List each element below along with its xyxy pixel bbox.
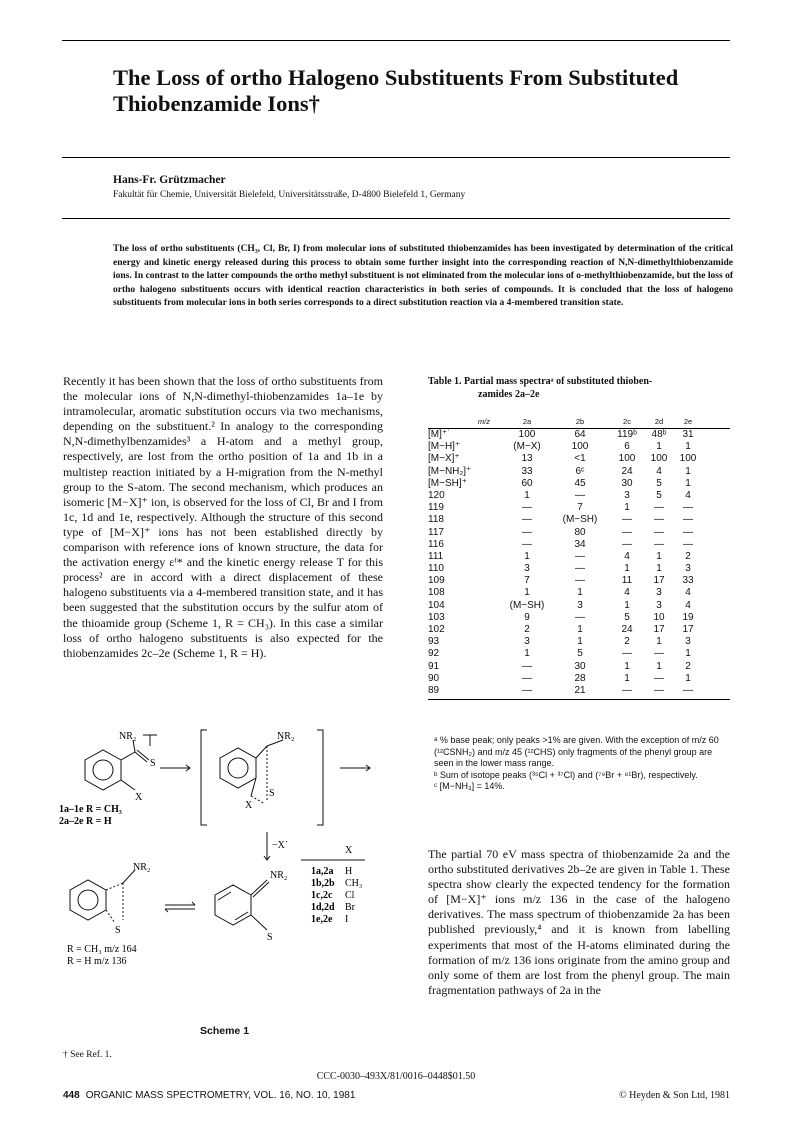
table-row: [428, 648, 730, 660]
table-cell: 117: [428, 526, 444, 538]
table-cell: 1: [685, 465, 691, 477]
table-cell: 1: [685, 441, 691, 453]
abstract: The loss of ortho substituents (CH₃, Cl, Br, I) from molecular ions of substituted thiobenzamides has been investigated by determination of the critical energy and kinetic energy released during this process to obtain some further insight into the corresponding reaction of N,N-dimethylthiobenzamide ions. In contrast to the latter compounds the ortho methyl substituent is not eliminated from the molecular ions of o-methylthiobenzamide, but the loss of ortho halogeno substituents occurs with identical reaction characteristics in both series of compounds. It is concluded that the loss of halogeno substituents from molecular ions in both series corresponds to a direct substitution reaction via a 4-membered transition state.: [113, 244, 733, 309]
bond-c-ring-1: [121, 752, 135, 760]
benzene-ring-3: [70, 880, 106, 920]
table-cell: —: [683, 502, 693, 514]
table-cell: 4: [685, 599, 691, 611]
aromatic-circle-1: [93, 760, 113, 780]
table-cell: 6: [624, 441, 630, 453]
table-cell: 119ᵇ: [617, 429, 637, 440]
table-cell: 92: [428, 648, 440, 660]
legend-compound-1: 1b,2b: [311, 878, 335, 889]
table-cell: 3: [524, 563, 530, 575]
top-rule: [62, 40, 730, 41]
table-caption-line2: zamides 2a–2e: [478, 389, 540, 400]
table-cell: (M−SH): [562, 514, 598, 526]
table-cell: 3: [624, 489, 630, 501]
table-cell: 116: [428, 538, 444, 550]
table-cell: 1: [624, 563, 630, 575]
table-cell: 30: [574, 660, 586, 672]
table-cell: 19: [682, 611, 694, 623]
table-cell: 1: [524, 550, 530, 562]
scheme-product-2: R = H m/z 136: [67, 956, 127, 967]
table-footnotes: [428, 735, 728, 793]
table-cell: 1: [685, 648, 691, 660]
table-cell: [M−H]⁺: [428, 441, 461, 453]
legend-x-2: Cl: [345, 890, 355, 901]
table-bottom-rule: [428, 699, 730, 700]
table-cell: 3: [656, 587, 662, 599]
table-cell: 1: [624, 599, 630, 611]
table-cell: 1: [577, 587, 583, 599]
table-cell: 100: [518, 429, 536, 440]
table-cell: 5: [624, 611, 630, 623]
table-cell: 90: [428, 672, 440, 684]
table-cell: 91: [428, 660, 440, 672]
table-cell: 1: [656, 441, 662, 453]
table-cell: 31: [682, 429, 694, 440]
header-2b: 2b: [575, 417, 585, 426]
table-cell: —: [522, 672, 532, 684]
page-number: 448: [63, 1090, 80, 1101]
table-cell: —: [522, 684, 532, 696]
bracket-right: [317, 730, 323, 825]
scheme-x-2: X: [245, 800, 253, 811]
table-cell: 100: [679, 453, 697, 465]
table-cell: 24: [621, 624, 633, 635]
table-cell: —: [522, 660, 532, 672]
table-row: [428, 514, 730, 526]
affiliation: Fakultät für Chemie, Universität Bielefeld, Universitätsstraße, D-4800 Bielefeld 1, Germany: [113, 190, 466, 200]
table-cell: 1: [656, 660, 662, 672]
table-cell: 7: [524, 575, 530, 587]
table-row: [428, 466, 730, 478]
table-body: [428, 429, 730, 697]
table-cell: 5: [656, 477, 662, 489]
table-cell: —: [622, 538, 632, 550]
table-row: [428, 502, 730, 514]
ring-4: [215, 885, 251, 925]
table-row: [428, 673, 730, 685]
table-row: [428, 551, 730, 563]
table-row: [428, 563, 730, 575]
table-cell: —: [654, 648, 664, 660]
table-cell: —: [654, 526, 664, 538]
benzene-ring-1: [85, 750, 121, 790]
table-caption-line1: Table 1. Partial mass spectraᵃ of substituted thioben-: [428, 376, 653, 387]
scheme-legend-x-header: X: [345, 845, 353, 856]
table-cell: —: [622, 514, 632, 526]
aromatic-circle-2: [228, 758, 248, 778]
scheme-x-1: X: [135, 792, 143, 803]
table-cell: 4: [656, 465, 662, 477]
header-2a: 2a: [522, 417, 532, 426]
legend-x-3: Br: [345, 902, 355, 913]
footnote-dagger: † See Ref. 1.: [63, 1050, 112, 1060]
table-cell: —: [622, 526, 632, 538]
table-cell: —: [654, 502, 664, 514]
body-text-left: Recently it has been shown that the loss of ortho substituents from the molecular ions of N,N-dimethyl-thiobenzamides 1a–1e by intramolecular, aromatic substitution occurs via two mechanisms, depending on the substituent.² In analogy to the corresponding N,N-dimethylbenzamides³ a H-atom and a methyl group, respectively, are lost from the ortho position of 1a and 1b in a multistep reaction initiated by a H-migration from the N-methyl group to the S-atom. The second mechanism, which produces an isomeric [M−X]⁺ ion, is observed for the loss of Cl, Br and I from 1c, 1d and 1e, respectively. Although the structure of this second type of [M−X]⁺ ions has not been established directly by comparison with reference ions of known structure, the data for the activation energy εᶠ* and the kinetic energy release T for this process² are in accord with a direct displacement of these halogeno substituents via a 4-membered transition state, and it has been suggested that the substitution occurs by the sulfur atom of the thioamide group (Scheme 1, R = CH₃). In this case a similar loss of ortho halogeno substituents is also expected for the thiobenzamides 2c–2e (Scheme 1, R = H).: [63, 374, 383, 660]
footnote-b: ᵇ Sum of isotope peaks (³⁵Cl + ³⁷Cl) and (⁷⁹Br + ⁸¹Br), respectively.: [434, 769, 698, 780]
table-cell: 4: [624, 550, 630, 562]
table-cell: 3: [656, 599, 662, 611]
header-2d: 2d: [654, 417, 664, 426]
table-row: [428, 453, 730, 465]
table-cell: 3: [685, 563, 691, 575]
table-cell: —: [654, 514, 664, 526]
table-cell: 1: [656, 563, 662, 575]
header-2c: 2c: [623, 417, 631, 426]
table-cell: 104: [428, 599, 445, 611]
table-cell: —: [522, 526, 532, 538]
table-cell: —: [575, 489, 585, 501]
table-cell: 3: [577, 599, 583, 611]
legend-compound-2: 1c,2c: [311, 890, 333, 901]
bond-x-1: [121, 780, 135, 790]
table-cell: —: [575, 550, 585, 562]
ring-4-double-2: [235, 912, 248, 920]
table-cell: 1: [524, 648, 530, 660]
table-cell: 100: [650, 453, 668, 465]
table-cell: 3: [685, 636, 691, 648]
table-cell: 100: [618, 453, 636, 465]
table-row: [428, 441, 730, 453]
benzene-ring-2: [220, 748, 256, 788]
table-cell: [M−SH]⁺: [428, 477, 467, 489]
table-cell: 100: [571, 441, 589, 453]
footnote-c: ᶜ [M−NH₃] = 14%.: [434, 781, 505, 791]
table-cell: 17: [653, 624, 665, 635]
table-cell: 33: [521, 465, 533, 477]
legend-x-0: H: [345, 866, 353, 877]
footer-copyright: © Heyden & Son Ltd, 1981: [619, 1090, 730, 1101]
mass-spectra-table: [428, 416, 730, 700]
table-row: [428, 624, 730, 636]
table-cell: 1: [524, 489, 530, 501]
bond-c-s-4: [251, 915, 267, 930]
table-cell: —: [575, 563, 585, 575]
table-cell: —: [575, 611, 585, 623]
table-cell: 1: [685, 672, 691, 684]
table-row: [428, 661, 730, 673]
journal-name: ORGANIC MASS SPECTROMETRY, VOL. 16, NO. 10, 1981: [85, 1090, 356, 1101]
table-cell: 1: [624, 502, 630, 514]
table-cell: —: [654, 538, 664, 550]
scheme-s-2: S: [269, 788, 275, 799]
table-cell: 4: [685, 489, 691, 501]
table-row: [428, 539, 730, 551]
table-cell: 111: [428, 550, 444, 562]
footer-journal: [63, 1090, 355, 1101]
table-cell: 5: [656, 489, 662, 501]
table-cell: 5: [577, 648, 583, 660]
table-cell: 48ᵇ: [651, 429, 667, 440]
table-cell: —: [683, 526, 693, 538]
aromatic-circle-3: [78, 890, 98, 910]
table-cell: —: [654, 672, 664, 684]
table-cell: 17: [682, 624, 694, 635]
table-cell: —: [622, 648, 632, 660]
table-cell: 2: [524, 624, 530, 635]
bond-x-s-dashed: [251, 796, 265, 804]
table-cell: 60: [521, 477, 533, 489]
bond-s-ring-3: [106, 910, 115, 923]
table-row: [428, 636, 730, 648]
table-cell: 10: [653, 611, 665, 623]
table-cell: <1: [574, 453, 586, 465]
table-cell: —: [522, 502, 532, 514]
author: Hans-Fr. Grützmacher: [113, 174, 226, 186]
table-cell: 1: [524, 587, 530, 599]
legend-x-4: I: [345, 914, 349, 925]
table-cell: 34: [574, 538, 586, 550]
table-cell: 30: [621, 477, 633, 489]
ccc-code: CCC-0030–493X/81/0016–0448$01.50: [316, 1071, 476, 1082]
table-cell: 9: [524, 611, 530, 623]
table-row: [428, 478, 730, 490]
scheme-nr2-4: NR₂: [270, 870, 288, 881]
bond-c-n-4-double: [253, 882, 269, 897]
table-cell: 118: [428, 514, 444, 526]
table-cell: 45: [574, 477, 586, 489]
table-row: [428, 685, 730, 697]
table-row: [428, 612, 730, 624]
table-cell: 1: [577, 624, 583, 635]
table-cell: 1: [577, 636, 583, 648]
table-cell: 24: [621, 465, 633, 477]
table-cell: 2: [685, 660, 691, 672]
legend-x-1: CH₃: [345, 878, 363, 889]
table-cell: —: [683, 684, 693, 696]
scheme-minus-x: −X˙: [272, 840, 289, 851]
scheme-series-2: 2a–2e R = H: [59, 816, 112, 827]
scheme-s-3: S: [115, 925, 121, 936]
scheme-product-1: R = CH₃ m/z 164: [67, 944, 137, 955]
table-cell: 103: [428, 611, 445, 623]
table-cell: 17: [653, 575, 665, 587]
table-row: [428, 527, 730, 539]
scheme-s-1: S: [150, 758, 156, 769]
header-mz: m/z: [477, 417, 490, 426]
table-cell: 109: [428, 575, 445, 587]
legend-compound-3: 1d,2d: [311, 902, 335, 913]
scheme-nr2-2: NR₂: [277, 731, 295, 742]
table-row: [428, 587, 730, 599]
table-cell: 1: [656, 550, 662, 562]
scheme-series-1: 1a–1e R = CH₃: [59, 804, 122, 815]
table-cell: —: [522, 514, 532, 526]
table-cell: (M−X): [513, 441, 541, 453]
table-row: [428, 429, 730, 441]
table-cell: 11: [621, 575, 633, 587]
scheme-1-diagram: [55, 720, 385, 1025]
table-cell: 80: [574, 526, 586, 538]
table-cell: [M−X]⁺: [428, 453, 460, 465]
scheme-nr2-3: NR₂: [133, 862, 151, 873]
table-cell: —: [683, 514, 693, 526]
table-caption: [428, 375, 730, 401]
table-cell: 102: [428, 624, 445, 635]
legend-compound-0: 1a,2a: [311, 866, 334, 877]
table-cell: 1: [624, 672, 630, 684]
table-cell: —: [654, 684, 664, 696]
table-cell: 2: [685, 550, 691, 562]
table-cell: —: [575, 575, 585, 587]
table-cell: —: [683, 538, 693, 550]
bond-c-n-4: [251, 880, 267, 895]
table-cell: 93: [428, 636, 440, 648]
legend-compound-4: 1e,2e: [311, 914, 333, 925]
affiliation-rule: [62, 218, 730, 219]
table-row: [428, 575, 730, 587]
title-rule: [62, 157, 730, 158]
table-cell: 89: [428, 684, 440, 696]
table-cell: 1: [685, 477, 691, 489]
table-cell: 4: [685, 587, 691, 599]
table-cell: 6ᶜ: [575, 465, 585, 477]
table-cell: —: [622, 684, 632, 696]
table-cell: (M−SH): [509, 599, 545, 611]
table-cell: [M]⁺˙: [428, 429, 451, 440]
table-row: [428, 600, 730, 612]
table-cell: —: [522, 538, 532, 550]
table-cell: 4: [624, 587, 630, 599]
footnote-a: ᵃ % base peak; only peaks >1% are given. With the exception of m/z 60 (¹²CSNH₂) and m/z 45 (¹²CHS) only fragments of the phenyl group are seen in the lower mass range.: [434, 735, 719, 768]
scheme-s-4: S: [267, 932, 273, 943]
table-cell: [M−NH₂]⁺: [428, 465, 472, 477]
table-row: [428, 490, 730, 502]
table-cell: 13: [521, 453, 533, 465]
table-cell: 119: [428, 502, 444, 514]
header-2e: 2e: [683, 417, 693, 426]
table-cell: 64: [574, 429, 586, 440]
scheme-nr2-1: NR₂: [119, 731, 137, 742]
article-title: The Loss of ortho Halogeno Substituents From Substituted Thiobenzamide Ions†: [113, 65, 679, 116]
table-cell: 7: [577, 502, 583, 514]
bond-c-ring-2: [256, 746, 267, 758]
table-cell: 1: [624, 660, 630, 672]
body-text-right: The partial 70 eV mass spectra of thiobenzamide 2a and the ortho substituted derivatives 2b–2e are given in Table 1. These spectra show clearly the expected tendency for the formation of [M−X]⁺ ions m/z 136 in the case of the halogeno derivatives. The mass spectrum of thiobenzamide 2a has been published previously,⁴ and it is known from labelling experiments that most of the H-atoms eliminated during the formation of m/z 136 ions originate from the amino group and only some of them are lost from the phenyl group. The main fragmentation pathways of 2a in the: [428, 847, 730, 997]
table-cell: 28: [574, 672, 586, 684]
table-cell: 110: [428, 563, 444, 575]
table-cell: 120: [428, 489, 445, 501]
table-cell: 108: [428, 587, 445, 599]
ring-4-double-1: [218, 892, 231, 900]
table-cell: 1: [656, 636, 662, 648]
bond-c-ring-3: [106, 883, 123, 890]
table-cell: 3: [524, 636, 530, 648]
table-cell: 21: [574, 684, 586, 696]
table-cell: 2: [624, 636, 630, 648]
table-header: [428, 416, 730, 429]
scheme-label: Scheme 1: [200, 1025, 250, 1037]
table-cell: 33: [682, 575, 694, 587]
bracket-left: [201, 730, 207, 825]
